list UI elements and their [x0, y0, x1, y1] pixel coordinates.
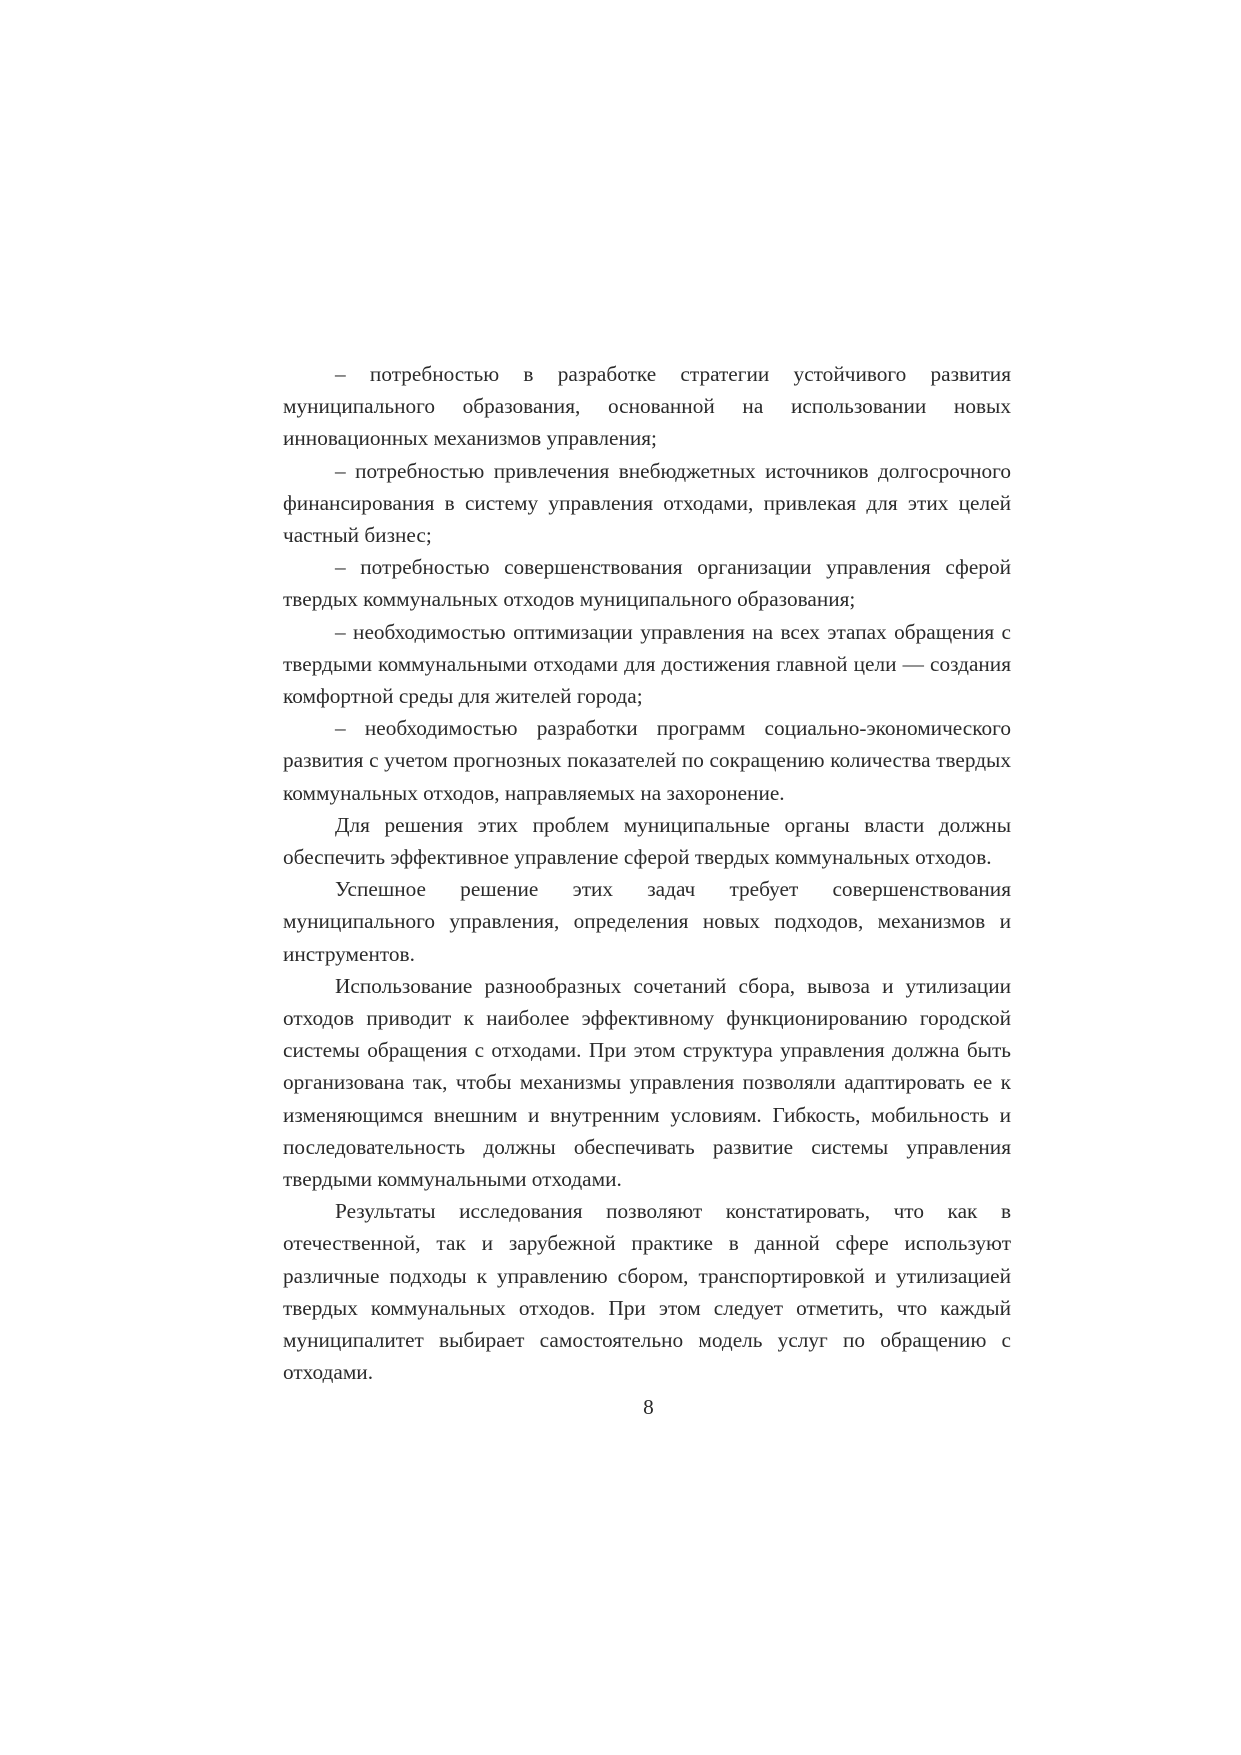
- paragraph: Успешное решение этих задач требует совершенствования муниципального управления, определения новых подходов, механизмов и инструментов.: [283, 877, 1011, 966]
- list-item: – необходимостью разработки программ социально-экономического развития с учетом прогнозных показателей по сокращению количества твердых коммунальных отходов, направляемых на захоронение.: [283, 716, 1011, 805]
- paragraph: Результаты исследования позволяют констатировать, что как в отечественной, так и зарубежной практике в данной сфере используют различные подходы к управлению сбором, транспортировкой и утилизацией твердых коммунальных отходов. При этом следует отметить, что каждый муниципалитет выбирает самостоятельно модель услуг по обращению с отходами.: [283, 1199, 1011, 1385]
- list-item: – потребностью привлечения внебюджетных источников долгосрочного финансирования в систему управления отходами, привлекая для этих целей частный бизнес;: [283, 458, 1011, 548]
- paragraph: Для решения этих проблем муниципальные органы власти должны обеспечить эффективное управление сферой твердых коммунальных отходов.: [283, 812, 1011, 870]
- page-number: 8: [643, 1395, 654, 1419]
- body-text: [283, 358, 1011, 1389]
- list-item: – потребностью в разработке стратегии устойчивого развития муниципального образования, основанной на использовании новых инновационных механизмов управления;: [283, 362, 1011, 451]
- paragraph: Использование разнообразных сочетаний сбора, вывоза и утилизации отходов приводит к наиболее эффективному функционированию городской системы обращения с отходами. При этом структура управления должна быть организована так, чтобы механизмы управления позволяли адаптировать ее к изменяющимся внешним и внутренним условиям. Гибкость, мобильность и последовательность должны обеспечивать развитие системы управления твердыми коммунальными отходами.: [283, 973, 1011, 1192]
- list-item: – потребностью совершенствования организации управления сферой твердых коммунальных отходов муниципального образования;: [283, 555, 1011, 612]
- list-item: – необходимостью оптимизации управления на всех этапах обращения с твердыми коммунальными отходами для достижения главной цели — создания комфортной среды для жителей города;: [283, 619, 1011, 709]
